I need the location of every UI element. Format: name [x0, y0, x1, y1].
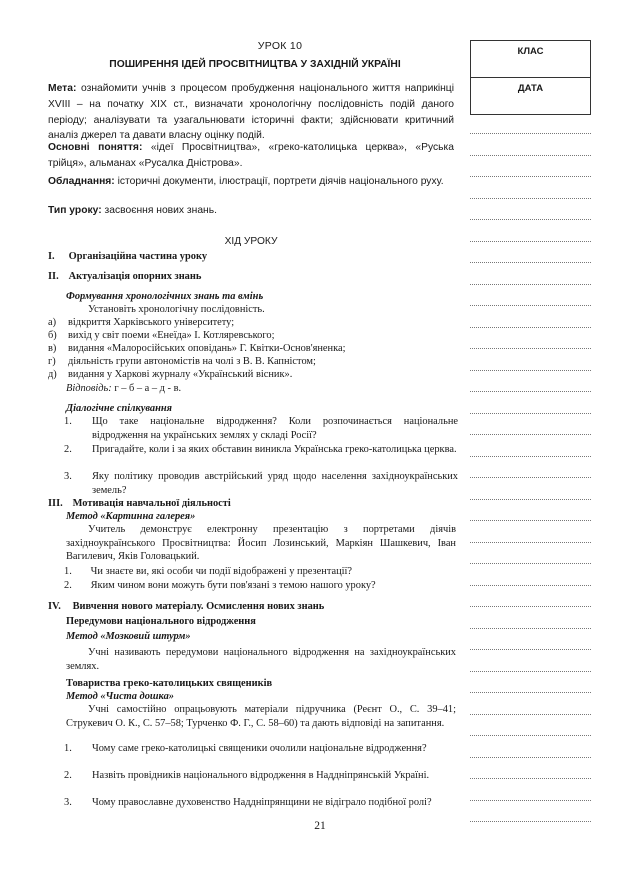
- note-line: [470, 155, 591, 156]
- gallery-method-label: Метод «Картинна галерея»: [66, 511, 196, 522]
- note-line: [470, 628, 591, 629]
- item-text: видання у Харкові журналу «Український вісник».: [68, 369, 293, 380]
- lesson-number: УРОК 10: [257, 40, 303, 52]
- question-text: Пригадайте, коли і за яких обставин виникла Українська греко-католицька церква.: [92, 444, 457, 455]
- chronology-task: Установіть хронологічну послідовність.: [88, 304, 265, 315]
- question-item: [64, 443, 458, 457]
- question-item: [64, 796, 458, 810]
- note-line: [470, 499, 591, 500]
- section-iii-heading: [48, 497, 458, 511]
- question-item: [64, 415, 458, 442]
- note-line: [470, 649, 591, 650]
- question-number: 3.: [64, 797, 72, 808]
- note-line: [470, 434, 591, 435]
- answer-value: г – б – а – д - в.: [114, 383, 182, 394]
- date-label: ДАТА: [517, 83, 544, 94]
- item-label: г): [48, 356, 56, 367]
- section-ii-heading: [48, 270, 458, 284]
- subsection-title: [66, 677, 476, 691]
- question-item: [64, 742, 458, 756]
- note-line: [470, 563, 591, 564]
- list-item: [48, 355, 458, 369]
- question-text: Чи знаєте ви, які особи чи події відображені у презентації?: [90, 566, 353, 577]
- note-line: [470, 757, 591, 758]
- brainstorm-method: [66, 630, 476, 644]
- section-iv-title: Вивчення нового матеріалу. Осмислення нових знань: [72, 601, 325, 612]
- item-label: д): [48, 369, 57, 380]
- clean-board-text: Учні самостійно опрацьовують матеріали підручника (Реєнт О., С. 39–41; Струкевич О. К., С. 57–58; Турченко Ф. Г., С. 58–60) та дають відповіді на запитання.: [66, 704, 456, 729]
- note-line: [470, 284, 591, 285]
- goal-label: Мета:: [48, 83, 77, 94]
- concepts-paragraph: [48, 140, 454, 172]
- section-i-number: I.: [48, 251, 55, 262]
- note-line: [470, 456, 591, 457]
- section-i-title: Організаційна частина уроку: [68, 251, 208, 262]
- question-item: [64, 579, 474, 593]
- question-number: 1.: [64, 566, 72, 577]
- section-iv-number: IV.: [48, 601, 61, 612]
- question-number: 2.: [64, 444, 72, 455]
- section-iv-heading: [48, 600, 458, 614]
- lesson-type-label: Тип уроку:: [48, 205, 102, 216]
- question-number: 2.: [64, 580, 72, 591]
- clean-board-method-label: Метод «Чиста дошка»: [66, 691, 174, 702]
- subsection-title-text: Передумови національного відродження: [66, 616, 256, 627]
- note-line: [470, 520, 591, 521]
- question-item: [64, 470, 458, 497]
- list-item: [48, 329, 458, 343]
- item-text: відкриття Харківського університету;: [68, 317, 235, 328]
- answer-label: Відповідь:: [66, 383, 112, 394]
- item-label: б): [48, 330, 57, 341]
- note-line: [470, 241, 591, 242]
- note-line: [470, 327, 591, 328]
- note-line: [470, 692, 591, 693]
- list-item: [48, 368, 458, 382]
- item-label: в): [48, 343, 57, 354]
- list-item: [48, 316, 458, 330]
- section-iii-number: III.: [48, 498, 63, 509]
- note-line: [470, 391, 591, 392]
- dialog-method-label: Діалогічне спілкування: [66, 403, 173, 414]
- gallery-method: [66, 510, 476, 524]
- brainstorm-method-label: Метод «Мозковий штурм»: [66, 631, 191, 642]
- note-line: [470, 800, 591, 801]
- goal-text: ознайомити учнів з процесом пробудження національного життя наприкінці XVIII – на початку XIX ст., визначати хронологічну послідовність подій даного періоду; аналізувати та узагальнювати історичні факти; здійснювати критичний аналіз джерел та давати власну оцінку подій.: [48, 83, 454, 142]
- note-line: [470, 413, 591, 414]
- question-item: [64, 565, 474, 579]
- note-line: [470, 133, 591, 134]
- question-number: 2.: [64, 770, 72, 781]
- note-line: [470, 198, 591, 199]
- section-ii-number: II.: [48, 271, 59, 282]
- note-line: [470, 671, 591, 672]
- question-text: Чому православне духовенство Наддніпрянщини не відіграло подібної ролі?: [92, 797, 432, 808]
- question-text: Яким чином вони можуть бути пов'язані з темою нашого уроку?: [90, 580, 376, 591]
- equipment-text: історичні документи, ілюстрації, портрети діячів національного руху.: [117, 176, 444, 187]
- question-number: 1.: [64, 743, 72, 754]
- lesson-type-paragraph: [48, 203, 454, 219]
- note-line: [470, 176, 591, 177]
- section-ii-title: Актуалізація опорних знань: [68, 271, 202, 282]
- brainstorm-text: Учні називають передумови національного відродження на західноукраїнських землях.: [66, 647, 456, 672]
- list-item: [48, 342, 458, 356]
- note-line: [470, 348, 591, 349]
- gallery-text: Учитель демонструє електронну презентацію з портретами діячів західноукраїнського Просвітництва: Йосип Лозинський, Маркіян Шашкевич, Іван Вагилевич, Яків Головацький.: [66, 524, 456, 562]
- note-line: [470, 477, 591, 478]
- equipment-label: Обладнання:: [48, 176, 115, 187]
- concepts-text: «ідеї Просвітництва», «греко-католицька церква», «Руська трійця», альманах «Русалка Дністрова».: [48, 142, 454, 169]
- note-line: [470, 585, 591, 586]
- item-text: вихід у світ поеми «Енеїда» І. Котляревського;: [68, 330, 275, 341]
- note-line: [470, 370, 591, 371]
- answer-line: [66, 382, 476, 396]
- chronology-method-label: Формування хронологічних знань та вмінь: [66, 291, 264, 302]
- question-text: Що таке національне відродження? Коли розпочинається національне відродження на українських землях у складі Росії?: [92, 416, 458, 441]
- question-text: Яку політику проводив австрійський уряд щодо населення західноукраїнських земель?: [92, 471, 458, 496]
- note-line: [470, 262, 591, 263]
- question-item: [64, 769, 458, 783]
- item-text: діяльність групи автономістів на чолі з В. В. Капністом;: [68, 356, 316, 367]
- subsection-title: [66, 615, 476, 629]
- page-number: 21: [314, 820, 326, 832]
- note-line: [470, 219, 591, 220]
- question-number: 1.: [64, 416, 72, 427]
- date-box: [470, 77, 591, 115]
- goal-paragraph: [48, 81, 454, 144]
- note-line: [470, 735, 591, 736]
- note-line: [470, 542, 591, 543]
- subsection-title-text: Товариства греко-католицьких священиків: [66, 678, 273, 689]
- note-line: [470, 606, 591, 607]
- lesson-type-text: засвоєння нових знань.: [104, 205, 217, 216]
- clean-board-method: [66, 690, 476, 704]
- concepts-label: Основні поняття:: [48, 142, 143, 153]
- question-number: 3.: [64, 471, 72, 482]
- class-box: [470, 40, 591, 78]
- course-title: ХІД УРОКУ: [224, 236, 278, 247]
- section-iii-title: Мотивація навчальної діяльності: [72, 498, 231, 509]
- item-text: видання «Малоросійських оповідань» Г. Квітки-Основ'яненка;: [68, 343, 346, 354]
- item-label: а): [48, 317, 57, 328]
- question-text: Назвіть провідників національного відродження в Наддніпрянській Україні.: [92, 770, 430, 781]
- class-label: КЛАС: [517, 46, 544, 57]
- lesson-title: ПОШИРЕННЯ ІДЕЙ ПРОСВІТНИЦТВА У ЗАХІДНІЙ УКРАЇНІ: [109, 59, 401, 70]
- section-i-heading: [48, 250, 458, 264]
- question-text: Чому саме греко-католицькі священики очолили національне відродження?: [92, 743, 427, 754]
- note-line: [470, 821, 591, 822]
- chronology-method: [66, 290, 476, 304]
- equipment-paragraph: [48, 174, 454, 190]
- note-line: [470, 778, 591, 779]
- dialog-method: [66, 402, 476, 416]
- note-line: [470, 714, 591, 715]
